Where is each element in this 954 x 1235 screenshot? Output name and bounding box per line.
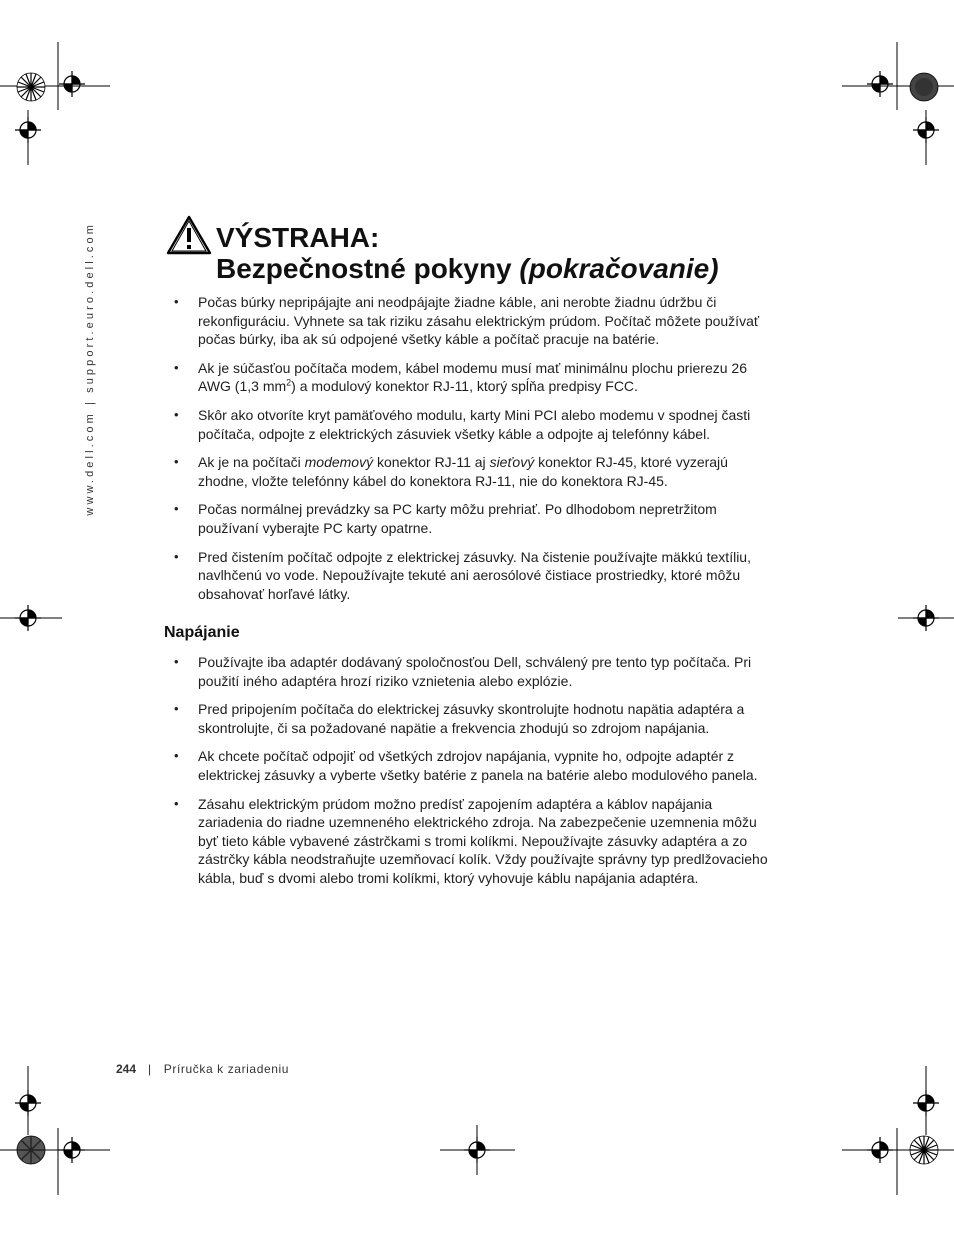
page-number: 244 [116,1062,137,1076]
list-item: • Počas búrky nepripájajte ani neodpájajte žiadne káble, ani nerobte žiadnu údržbu či rekonfiguráciu. Vyhnete sa tak riziku zásahu elektrickým prúdom. Počítač môžete používať počas búrky, iba ak sú odpojené všetky káble a počítač pracuje na batérie. [174,293,774,349]
title-line1: VÝSTRAHA: [216,222,380,253]
safety-list [174,293,774,613]
text-segment: konektor RJ-11 aj [373,454,490,471]
modem-text-pre: Ak je súčasťou počítača modem, kábel modemu musí mať minimálnu plochu prierezu 26 AWG (1,3 mm [198,359,747,395]
list-item [174,359,774,396]
title-main: Bezpečnostné pokyny [216,253,520,284]
superscript: 2 [286,377,292,388]
section-heading: Napájanie [164,624,240,641]
italic-term: sieťový [489,454,535,471]
page-footer [116,1062,289,1076]
italic-term: modemový [304,454,374,471]
list-item: • Používajte iba adaptér dodávaný spoločnosťou Dell, schválený pre tento typ počítača. Pri použití iného adaptéra hrozí riziko vznietenia alebo explózie. [174,653,774,690]
warning-triangle-icon [166,215,212,255]
list-item: • Skôr ako otvoríte kryt pamäťového modulu, karty Mini PCI alebo modemu v spodnej časti počítača, odpojte z elektrických zásuviek všetky káble a odpojte aj telefónny kábel. [174,406,774,443]
list-item: • Ak chcete počítač odpojiť od všetkých zdrojov napájania, vypnite ho, odpojte adaptér z elektrickej zásuvky a vyberte všetky batérie z panela na batérie alebo modulového panela. [174,747,774,784]
list-item [174,453,774,490]
power-list [174,653,774,898]
title-line2 [216,253,719,284]
side-url: www.dell.com | support.euro.dell.com [84,222,96,516]
text-segment: Ak je na počítači [198,454,305,471]
list-item: • Počas normálnej prevádzky sa PC karty môžu prehriať. Po dlhodobom nepretržitom používaní vyberajte PC karty opatrne. [174,500,774,537]
title-continuation: (pokračovanie) [519,253,719,284]
list-item: • Pred pripojením počítača do elektrickej zásuvky skontrolujte hodnotu napätia adaptéra a skontrolujte, či sa požadované napätie a frekvencia zhodujú so zdrojom napájania. [174,700,774,737]
footer-separator: | [148,1062,152,1076]
list-item: • Pred čistením počítač odpojte z elektrickej zásuvky. Na čistenie používajte mäkkú textíliu, navlhčenú vo vode. Nepoužívajte tekuté ani aerosólové čistiace prostriedky, ktoré môžu obsahovať horľavé látky. [174,548,774,604]
page-title [216,222,719,284]
doc-title: Príručka k zariadeniu [163,1062,290,1076]
modem-text-post: ) a modulový konektor RJ-11, ktorý spĺňa predpisy FCC. [291,378,638,395]
list-item: • Zásahu elektrickým prúdom možno predísť zapojením adaptéra a káblov napájania zariadenia do riadne uzemneného elektrického zdroja. Na zabezpečenie uzemnenia môžu byť tieto káble vybavené zástrčkami s tromi kolíkmi. Nepoužívajte zásuvky adaptéra a zo zástrčky kábla neodstraňujte uzemňovací kolík. Vždy používajte správny typ predlžovacieho kábla, buď s dvomi alebo tromi kolíkmi, ktorý vyhovuje káblu napájania adaptéra. [174,795,774,888]
text-segment: konektor RJ-45, ktoré vyzerajú zhodne, vložte telefónny kábel do konektora RJ-11, nie do konektora RJ-45. [198,454,728,489]
